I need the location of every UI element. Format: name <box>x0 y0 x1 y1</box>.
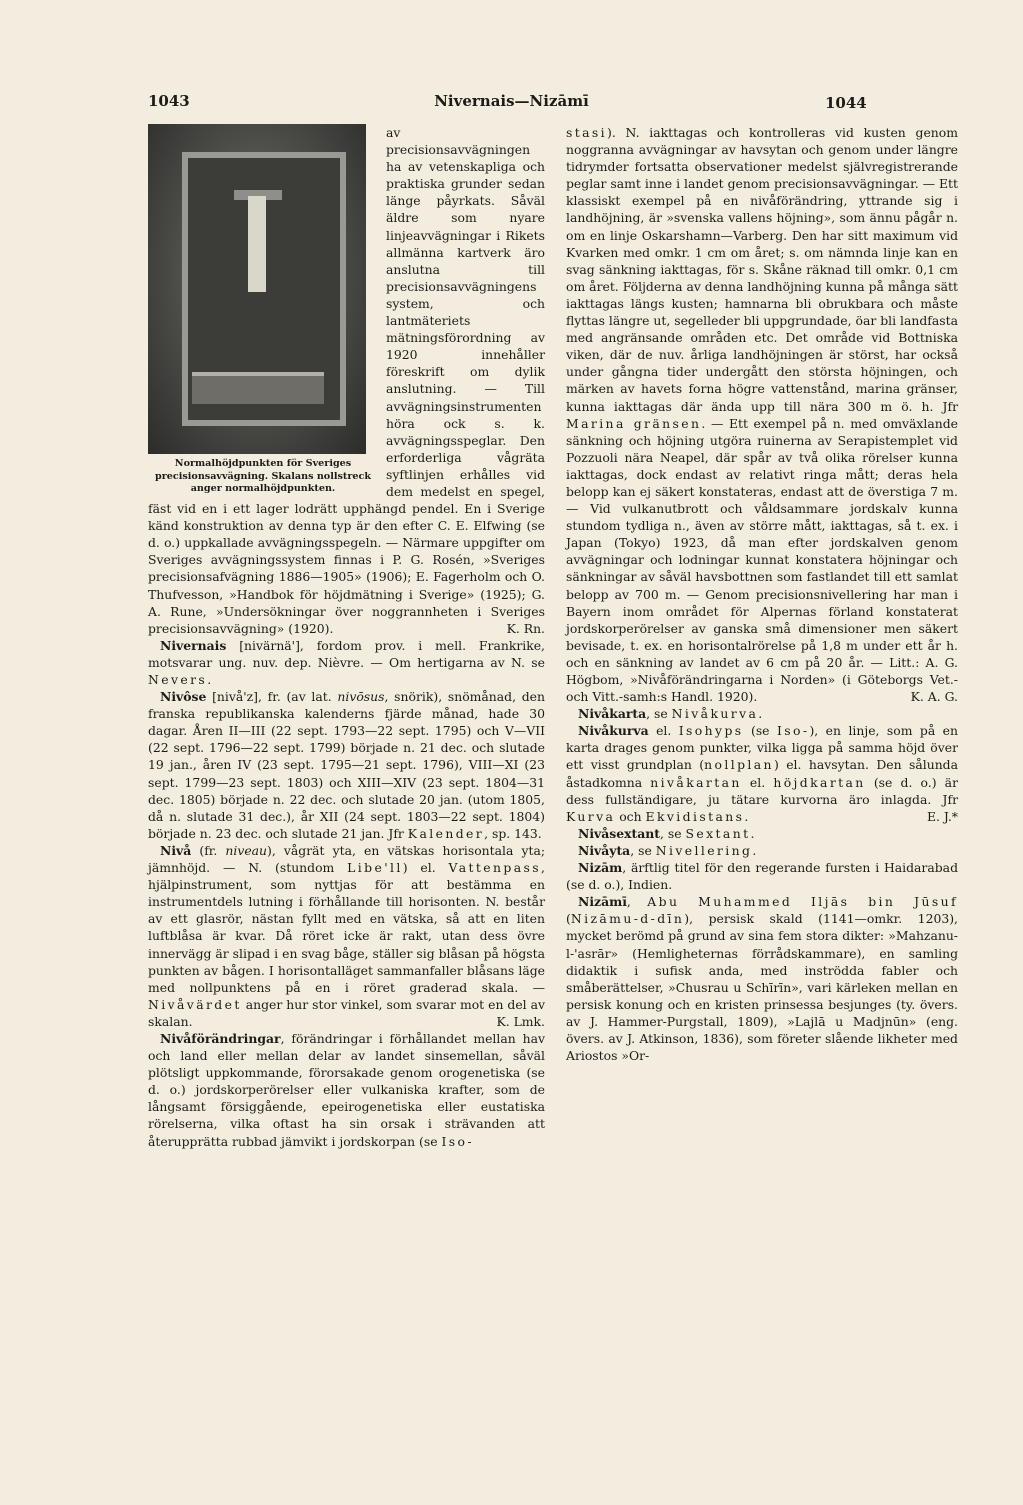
headword: Nivåsextant <box>578 825 660 841</box>
cross-reference: Nivåkurva <box>671 706 759 722</box>
signature: K. A. G. <box>910 689 958 705</box>
entry-niva: Nivå (fr. niveau), vågrät yta, en vätskas horisontala yta; jämnhöjd. — N. (stundom Libe'll) el. Vattenpass, hjälpinstrument, som nyttjas för att bestämma en instrumentdels lutning i förhållande till horisonten. N. består av ett glasrör, nästan fyllt med en vätska, så att en liten luftblåsa är kvar. Då röret icke är rakt, utan dess övre innervägg är slipad i en svag båge, ställer sig blåsan på högsta punkten av bågen. I horisontalläget sammanfaller blåsans läge med nollpunktens på en i röret graderad skala. — Nivåvärdet anger hur stor vinkel, som svarar mot en del av skalan. K. Lmk. <box>148 842 545 1029</box>
headword: Nizām <box>578 860 623 876</box>
entry-nizam: Nizām, ärftlig titel för den regerande fursten i Haidarabad (se d. o.), Indien. <box>566 860 958 893</box>
photo-scale-slot <box>248 196 266 292</box>
cross-reference: Nevers <box>148 672 208 687</box>
headword: Nivå <box>160 842 192 858</box>
figure-photo <box>148 124 366 454</box>
column-right <box>566 124 958 1064</box>
cross-reference: höjdkartan <box>773 774 866 790</box>
cross-reference: Iso- <box>441 1133 474 1149</box>
entry-continuation: Normalhöjdpunkten för Sveriges precisionsavvägning. Skalans nollstreck anger normalhöjdpunkten. av precisionsavvägningen ha av vetenskapliga och praktiska grunder sedan länge påyrkats. Såväl äldre som nyare linjeavvägningar i Rikets allmänna kartverk äro anslutna till precisionsavvägningens system, och lantmäteriets mätningsförordning av 1920 innehåller föreskrift om dylik anslutning. — Till avvägningsinstrumenten höra ock s. k. avvägningsspeglar. Den erforderliga vågräta syftlinjen erhålles vid dem medelst en spegel, fäst vid en i ett lager lodrätt upphängd pendel. En i Sverige känd konstruktion av denna typ är den efter C. E. Elfwing (se d. o.) uppkallade avvägningsspegeln. — Närmare uppgifter om Sveriges avvägningssystem finnas i P. G. Rosén, »Sveriges precisionsafvägning 1886—1905» (1906); E. Fagerholm och O. Thufvesson, »Handbok för höjdmätning i Sverige» (1925); G. A. Rune, »Undersökningar över noggrannheten i Sveriges precisionsavvägning» (1920). K. Rn. <box>148 125 545 636</box>
cross-reference: Nivåvärdet <box>148 996 242 1012</box>
headword: Nizāmī <box>578 894 627 910</box>
entry-nivose: Nivôse [nivå'z], fr. (av lat. nivōsus, snörik), snömånad, den franska republikanska kalenderns fjärde månad, hade 30 dagar. Åren II—III (22 sept. 1793—22 sept. 1795) och V—VII (22 sept. 1796—22 sept. 1799) började n. 21 dec. och slutade 19 jan., åren IV (23 sept. 1795—21 sept. 1796), VIII—XI (23 sept. 1799—23 sept. 1803) och XIII—XIV (23 sept. 1804—31 dec. 1805) började n. 22 dec. och slutade 20 jan. (utom 1805, då n. slutade 31 dec.), år XII (24 sept. 1803—22 sept. 1804) började n. 23 dec. och slutade 21 jan. Jfr Kalender, sp. 143. <box>148 689 545 841</box>
figure-caption: Normalhöjdpunkten för Sveriges precisionsavvägning. Skalans nollstreck anger normalhöjdpunkten. <box>155 458 371 494</box>
headword: Nivôse <box>160 689 207 705</box>
photo-base <box>192 372 324 404</box>
cross-reference: nivåkartan <box>650 774 742 790</box>
page-number-left: 1043 <box>148 92 190 110</box>
headword: Nivåkurva <box>578 723 649 739</box>
figure <box>148 124 380 496</box>
entry-nizami: Nizāmī, Abu Muhammed Iljās bin Jūsuf (Nizāmu-d-dīn), persisk skald (1141—omkr. 1203), mycket berömd på grund av sina fem stora dikter: »Mahzanu-l-'asrār» (Hemligheternas förrådskammare), en samling didaktik i sufisk anda, med inströdda fabler och småberättelser, »Chusrau u Schīrīn», vari kärleken mellan en persisk konung och en kristen prinsessa besjunges (ty. övers. av J. Hammer-Purgstall, 1809), »Lajlā u Madjnūn» (eng. övers. av J. Atkinson, 1836), som företer slående likheter med Ariostos »Or- <box>566 894 958 1064</box>
signature: K. Rn. <box>506 620 545 636</box>
cross-reference: Nivellering <box>655 842 753 858</box>
page-number-right: 1044 <box>825 94 867 112</box>
column-left <box>148 124 545 1150</box>
headword: Nivåyta <box>578 842 631 858</box>
cross-reference: Ekvidistans <box>645 808 745 824</box>
entry-nivakarta: Nivåkarta, se Nivåkurva. <box>578 706 763 722</box>
cross-reference: Marina gränsen <box>566 415 702 431</box>
headword: Nivernais <box>160 637 227 653</box>
cross-reference: Vattenpass <box>448 860 542 876</box>
cross-reference: Kurva <box>566 808 616 824</box>
entry-nivakurva: Nivåkurva el. Isohyps (se Iso-), en linje, som på en karta drages genom punkter, vilka ligga på samma höjd över ett visst grundplan (nollplan) el. havsytan. Den sålunda åstadkomna nivåkartan el. höjdkartan (se d. o.) är dess fullständigare, ju tätare kurvorna äro inlagda. Jfr Kurva och Ekvidistans. E. J.* <box>566 723 958 824</box>
entry-nivaforandringar: Nivåförändringar, förändringar i förhållandet mellan hav och land eller mellan delar av landet sinsemellan, såväl plötsligt uppkommande, förorsakade genom orogenetiska (se d. o.) jordskorperörelser eller vulkaniska krafter, som de långsamt försiggående, epeirogenetiska eller eustatiska rörelserna, vilka oftast ha sin orsak i strävanden att återupprätta rubbad jämvikt i jordskorpan (se Iso- <box>148 1030 545 1149</box>
running-head: Nivernais—Nizāmī <box>434 92 589 110</box>
cross-reference: nollplan <box>704 757 774 773</box>
headword: Nivåkarta <box>578 706 647 722</box>
cross-reference: Kalender <box>407 825 485 841</box>
cross-reference: Isohyps <box>678 723 744 739</box>
cross-reference: Libe'll <box>347 860 403 876</box>
entry-nivaforandringar-cont: stasi). N. iakttagas och kontrolleras vid kusten genom noggranna avvägningar av havsytan och genom under längre tidrymder fortsatta observationer medelst självregistrerande peglar samt inne i landet genom precisionsavvägningar. — Ett klassiskt exempel på en nivåförändring, yttrande sig i landhöjning, är »svenska vallens höjning», som ännu pågår n. om en linje Oskarshamn—Varberg. Den har sitt maximum vid Kvarken med omkr. 1 cm om året; s. om nämnda linje kan en svag sänkning iakttagas, för s. Skåne räknad till omkr. 0,1 cm om året. Följderna av denna landhöjning kunna på många sätt iakttagas längs kusten; hamnarna bli obrukbara och måste flyttas längre ut, segelleder bli uppgrundade, öar bli landfasta med angränsande områden etc. Det område vid Bottniska viken, där de nuv. årliga landhöjningen är störst, har också under gångna tider undergått den största höjningen, och märken av havets forna högre vattenstånd, marina gränser, kunna iakttagas där ända upp till nära 300 m ö. h. Jfr Marina gränsen. — Ett exempel på n. med omväxlande sänkning och höjning utgöra ruinerna av Serapistemplet vid Pozzuoli nära Neapel, där spår av två olika rörelser kunna iakttagas, dock endast av relativt ringa mått; deras hela belopp kan ej säkert konstateras, endast att de överstiga 7 m. — Vid vulkanutbrott och våldsammare jordskalv kunna stundom tydliga n., även av större mått, iakttagas, så t. ex. i Japan (Tokyo) 1923, då man efter jordskalven genom avvägningar och lodningar kunnat konstatera höjningar och sänkningar av såväl havsbottnen som fastlandet till ett samlat belopp av 700 m. — Genom precisionsnivellering har man i Bayern inom området för Alpernas förland konstaterat jordskorperörelser av ganska små dimensioner men säkert bevisade, t. ex. en horisontalrörelse på 1,8 m under ett år h. och en sänkning av landet av 6 cm på 20 år. — Litt.: A. G. Högbom, »Nivåförändringarna i Norden» (i Göteborgs Vet.- och Vitt.-samh:s Handl. 1920). K. A. G. <box>566 125 958 705</box>
signature: K. Lmk. <box>496 1013 545 1029</box>
cross-reference: Sextant <box>685 825 751 841</box>
person-name: Abu Muhammed Iljās bin Jūsuf <box>647 894 958 910</box>
entry-nivernais: Nivernais [nivärnä'], fordom prov. i mell. Frankrike, motsvarar ung. nuv. dep. Nièvre. — Om hertigarna av N. se Nevers. <box>148 637 545 687</box>
signature: E. J.* <box>926 808 958 824</box>
headword: Nivåförändringar <box>160 1030 281 1046</box>
cross-reference: Nizāmu-d-dīn <box>570 911 685 927</box>
entry-nivasextant: Nivåsextant, se Sextant. <box>578 825 755 841</box>
cross-reference: stasi <box>566 125 608 140</box>
cross-reference: Iso- <box>776 723 810 739</box>
entry-nivayta: Nivåyta, se Nivellering. <box>578 842 757 858</box>
